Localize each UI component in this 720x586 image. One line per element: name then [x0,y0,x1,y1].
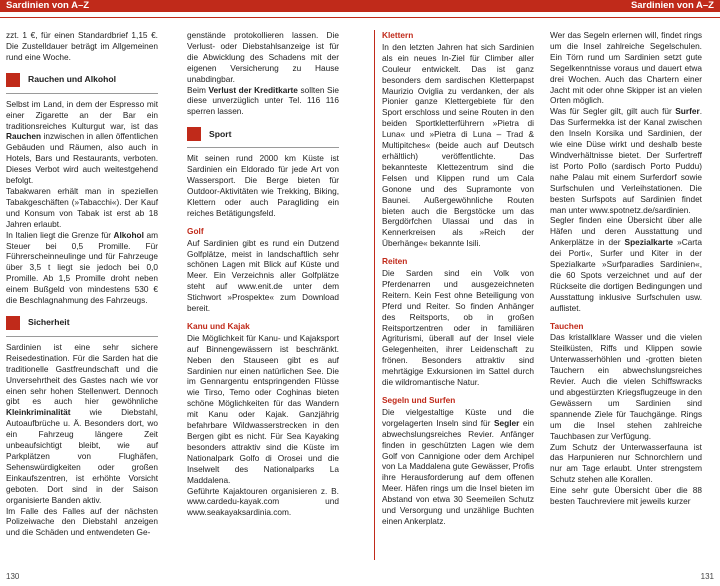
left-header-rule [0,17,360,18]
section-heading-sport [187,127,339,141]
paragraph: genstände protokollieren lassen. Die Verlust- oder Diebstahlsanzeige ist für die Abwicklung des Schadens mit der eigenen Versicherung zu Hause unabdingbar. [187,30,339,84]
section-rule [6,336,158,337]
section-rule [6,93,158,94]
right-page-number: 131 [700,572,714,581]
subheading-tauchen: Tauchen [550,320,584,331]
section-rule [187,147,339,148]
paragraph: Beim Verlust der Kreditkarte sollten Sie diese unverzüglich unter Tel. 116 116 sperren lassen. [187,84,339,117]
margin-rule [374,30,375,560]
left-running-header: Sardinien von A–Z [0,0,360,12]
left-column-1 [6,30,158,538]
subheading-golf: Golf [187,225,204,236]
paragraph: Tabakwaren erhält man in speziellen Tabakgeschäften (»Tabacchi«). Der Kauf und Konsum von Tabak ist erst ab 18 Jahren erlaubt. [6,185,158,229]
paragraph: Das kristallklare Wasser und die vielen Steilküsten, Riffs und Klippen sowie Unterwasserhöhlen und -grotten bieten Tauchern ein abwechslungsreiches Revier. Auch die vielen Schiffswracks und abgestürzten Kriegsflugzeuge in den Gewässern um Sardinien sind spannende Ziele für Tauchgänge. Rings um die Insel stehen zahlreiche Tauchbasen zur Verfügung. [550,332,702,441]
paragraph: Selbst im Land, in dem der Espresso mit einer Zigarette an der Bar ein traditionsreiches Kulturgut war, ist das Rauchen inzwischen in allen öffentlichen Gebäuden und Räumen, also auch in Hotels, Bars und Restaurants, verboten. Dieses Verbot wird auch weitestgehend befolgt. [6,98,158,186]
section-title: Sport [209,128,232,139]
subheading-kanu: Kanu und Kajak [187,320,250,331]
paragraph: Sardinien ist eine sehr sichere Reisedestination. Für die Sarden hat die traditionelle Gastfreundschaft und die Unversehrtheit des Gastes nach wie vor einen sehr hohen Stellenwert. Dennoch gibt es auch hier gewöhnliche Kleinkriminalität wie Diebstahl, Autoaufbrüche u. Ä. Besonders dort, wo ein Fahrzeug längere Zeit unbeaufsichtigt bleibt, wie auf Parkplätzen von Flughäfen, Sehenswürdigkeiten oder großen Einkaufszentren, ist erhöhte Vorsicht geboten. Dort sind in der Saison organisierte Banden aktiv. [6,341,158,505]
paragraph: Zum Schutz der Unterwasserfauna ist das Harpunieren nur Schnorchlern und nur am Tage erlaubt. Unter strengstem Schutz stehen alle Korallen. [550,441,702,485]
right-column-1 [382,30,534,527]
left-column-2 [187,30,339,518]
paragraph: Wer das Segeln erlernen will, findet rings um die Insel zahlreiche Segelschulen. Ein Törn rund um Sardinien setzt gute Segelkenntnisse voraus und dauert etwa drei Wochen. Auch das Chartern einer Jacht mit oder ohne Skipper ist an vielen Orten möglich. [550,30,702,106]
section-heading-rauchen [6,73,158,87]
right-running-header: Sardinien von A–Z [360,0,720,12]
paragraph: In den letzten Jahren hat sich Sardinien als ein neues In-Ziel für Climber aller Couleur entwickelt. Das ist ganz besonders dem sardischen Kletterpapst Maurizio Oviglia zu verdanken, der als Pionier ganze Klettergebiete für den Sport erschloss und seine Routen in den beiden Sportkletterführern »Pietra di Luna« und »Pietra di Luna – Trad & Multipitches« (beide auch auf Deutsch erhältlich) veröffentlichte. Das bekannteste Klettezentrum sind die Felsen und Klippen rund um Cala Gonone und des Supramonte von Baunei. Außergewöhnliche Routen bieten auch die Bergstöcke um das Bergdörfchen Ulassai und das in Kennerkreisen als »Reich der Überhänge« bekannte Isili. [382,41,534,249]
right-column-2 [550,30,702,507]
paragraph: Geführte Kajaktouren organisieren z. B. www.cardedu-kayak.com und www.seakayaksardinia.com. [187,485,339,518]
subheading-segeln: Segeln und Surfen [382,395,456,405]
right-header-rule [360,17,720,18]
red-square-marker [6,73,20,87]
section-title: Rauchen und Alkohol [28,74,117,85]
red-square-marker [6,316,20,330]
left-page-number: 130 [6,572,20,581]
paragraph: Im Falle des Falles auf der nächsten Polizeiwache den Diebstahl anzeigen und die Schäden und entwendeten Ge- [6,505,158,538]
intro-paragraph: zzt. 1 €, für einen Standardbrief 1,15 €. Die Zustelldauer beträgt im Allgemeinen rund eine Woche. [6,30,158,62]
subheading-klettern: Klettern [382,30,414,40]
red-square-marker [187,127,201,141]
section-title: Sicherheit [28,317,70,328]
section-heading-sicherheit [6,316,158,330]
paragraph: Die Sarden sind ein Volk von Pferdenarren und ausgezeichneten Reitern. Kein Fest ohne Beteiligung von Pferd und Reiter. So finden Anhänger des Reitsports, ob in großen Reitsportzentren oder in familiären Agriturismi, überall auf der Insel viele Gelegenheiten, ihrer Leidenschaft zu frönen. Besonders attraktiv sind mehrtägige Exkursionen im Sattel durch die wildromantische Natur. [382,268,534,388]
right-page [360,0,720,586]
paragraph: Was für Segler gilt, gilt auch für Surfer. Das Surfermekka ist der Kanal zwischen den Inseln Korsika und Sardinien, der wie eine Düse wirkt und deshalb beste Windverhältnisse bietet. Der Surfertreff ist Porto Pollo (sardisch Porto Puddu) nahe Palau mit einem Surferdorf sowie Surfschulen und Verleihstationen. Die besten Surfspots auf Sardinien findet man unter www.spotnetz.de/sardinien. [550,106,702,215]
paragraph: In Italien liegt die Grenze für Alkohol am Steuer bei 0,5 Promille. Für Führerscheinneulinge und für Fahrzeuge über 3,5 t liegt sie jedoch bei 0,0 Promille. Ab 1,5 Promille droht neben einem Bußgeld von mindestens 530 € die Beschlagnahmung des Fahrzeugs. [6,229,158,306]
paragraph: Eine sehr gute Übersicht über die 88 besten Tauchreviere mit jeweils kurzer [550,485,702,507]
paragraph: Segler finden eine Übersicht über alle Häfen und deren Ausstattung und Ankerplätze in der Spezialkarte »Carta dei Porti«, Surfer und Kiter in der Spezialkarte »Surfparadies Sardinien«, die 60 Spots verzeichnet und auf der Rückseite die dortigen Bedingungen und Ausstattung inklusive Surfschulen usw. auflistet. [550,215,702,313]
paragraph: Mit seinen rund 2000 km Küste ist Sardinien ein Eldorado für jede Art von Wassersport. Die Berge bieten für Outdoor-Aktivitäten wie Trekking, Biking, Klettern oder auch Paragliding ein reiches Betätigungsfeld. [187,153,339,218]
paragraph: Auf Sardinien gibt es rund ein Dutzend Golfplätze, meist in landschaftlich sehr schönen Lagen mit Blick auf Küste und Meer. Ein Verzeichnis aller Golfplätze steht auf www.enit.de unter dem Stichwort »Prospekte« zum Download bereit. [187,237,339,314]
subheading-reiten: Reiten [382,256,408,267]
paragraph: Die vielgestaltige Küste und die vorgelagerten Inseln sind für Segler ein abwechslungsreiches Revier. Anfänger finden in geschützten Lagen wie dem Golf von Cannigione oder dem Archipel von La Maddalena gute Gewässer, Profis ihre Herausforderung auf dem offenen Meer. Häfen rings um die Insel bieten im Abstand von etwa 30 Seemeilen Schutz und Versorgung und unzählige Buchten einen Ankerplatz. [382,406,534,526]
paragraph: Die Möglichkeit für Kanu- und Kajaksport auf Binnengewässern ist beschränkt. Neben den Stauseen gibt es auf Sardinien nur einen natürlichen See. Die im Gennargentu entspringenden Flüsse wie Tirso, Temo oder Coghinas bieten schöne Möglichkeiten für das Wandern mit Kanu oder Kajak. Ganzjährig befahrbare Wildwasserstrecken in den Bergen gibt es nicht. Für Sea Kayaking besonders attraktiv sind die Küste im Nationalpark Golfo di Orosei und die Inselwelt des Nationalparks La Maddalena. [187,332,339,485]
